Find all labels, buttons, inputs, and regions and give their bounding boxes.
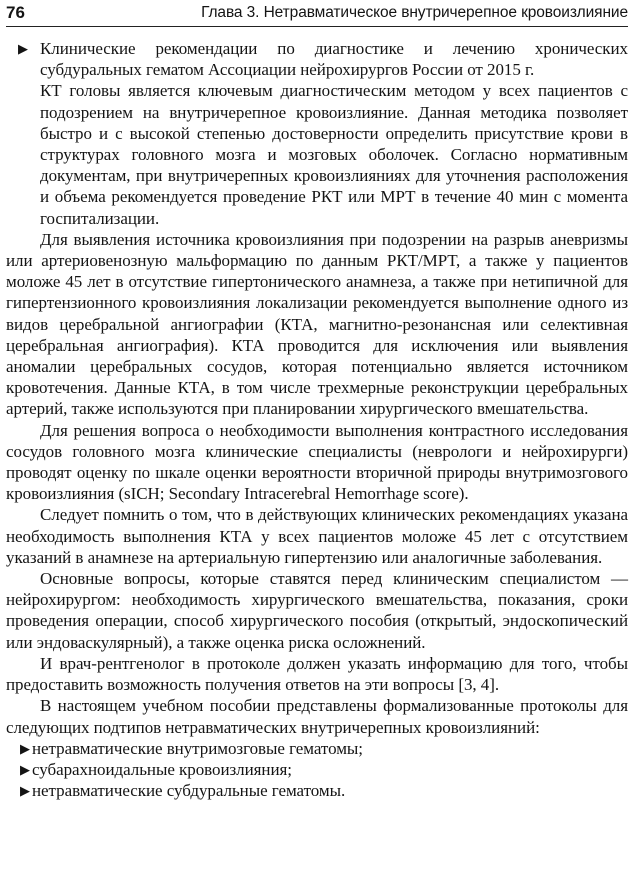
subtype-list <box>6 738 628 802</box>
subtype-label: нетравматические субдуральные гематомы. <box>32 781 346 801</box>
triangle-right-icon: ▶ <box>20 761 30 777</box>
running-header <box>6 2 628 27</box>
paragraph-protocol-subtypes: В настоящем учебном пособии представлены формализованные протоколы для следующих подтипов нетравматических внутричерепных кровоизлияний: <box>6 696 628 737</box>
page-body <box>6 38 628 801</box>
triangle-right-icon: ▶ <box>18 41 28 56</box>
paragraph-kta-requirement: Следует помнить о том, что в действующих клинических рекомендациях указана необходимость выполнения КТА у всех пациентов моложе 45 лет с отсутствием указаний в анамнезе на артериальную гипертензию или аналогичные заболевания. <box>6 505 628 567</box>
list-item <box>6 738 628 759</box>
paragraph-neurosurgery-questions: Основные вопросы, которые ставятся перед клиническим специалистом — нейрохирургом: необходимость хирургического вмешательства, показания, сроки проведения операции, способ хирургического пособия (открытый, эндоскопический или эндоваскулярный), а также оценка риска осложнений. <box>6 569 628 652</box>
page-number: 76 <box>6 3 25 22</box>
paragraph-angiography: Для выявления источника кровоизлияния при подозрении на разрыв аневризмы или артериовенозную мальформацию по данным РКТ/МРТ, а также у пациентов моложе 45 лет в отсутствие гипертонического анамнеза, а также при нетипичной для гипертензионного кровоизлияния локализации рекомендуется выполнение одного из видов церебральной ангиографии (КТА, магнитно-резонансная или селективная церебральная ангиография). КТА проводится для исключения или выявления аномалии церебральных сосудов, которая потенциально является источником кровотечения. Данные КТА, в том числе трехмерные реконструкции церебральных артерий, также используются при планировании хирургического вмешательства. <box>6 229 628 419</box>
list-item <box>6 759 628 780</box>
paragraph-ct-diagnosis: КТ головы является ключевым диагностическим методом у всех пациентов с подозрением на внутричерепное кровоизлияние. Данная методика позволяет быстро и с высокой степенью достоверности определить присутствие крови в структурах головного мозга и мозговых оболочек. Согласно нормативным документам, при внутричерепных кровоизлияниях для уточнения расположения и объема рекомендуется проведение РКТ или МРТ в течение 40 мин с момента госпитализации. <box>40 81 628 228</box>
reference-bullet <box>6 38 628 80</box>
triangle-right-icon: ▶ <box>20 740 30 756</box>
subtype-label: нетравматические внутримозговые гематомы; <box>32 738 363 758</box>
chapter-title: Глава 3. Нетравматическое внутричерепное кровоизлияние <box>201 4 628 21</box>
list-item <box>6 780 628 801</box>
reference-bullet-text: Клинические рекомендации по диагностике и лечению хронических субдуральных гематом Ассоциации нейрохирургов России от 2015 г. <box>40 39 628 80</box>
triangle-right-icon: ▶ <box>20 783 30 799</box>
paragraph-sich-score: Для решения вопроса о необходимости выполнения контрастного исследования сосудов головного мозга клинические специалисты (неврологи и нейрохирурги) проводят оценку по шкале оценки вероятности вторичной природы внутримозгового кровоизлияния (sICH; Secondary Intracerebral Hemorrhage score). <box>6 420 628 504</box>
subtype-label: субарахноидальные кровоизлияния; <box>32 759 292 779</box>
paragraph-radiologist-protocol: И врач-рентгенолог в протоколе должен указать информацию для того, чтобы предоставить возможность получения ответов на эти вопросы [3, 4]. <box>6 653 628 695</box>
